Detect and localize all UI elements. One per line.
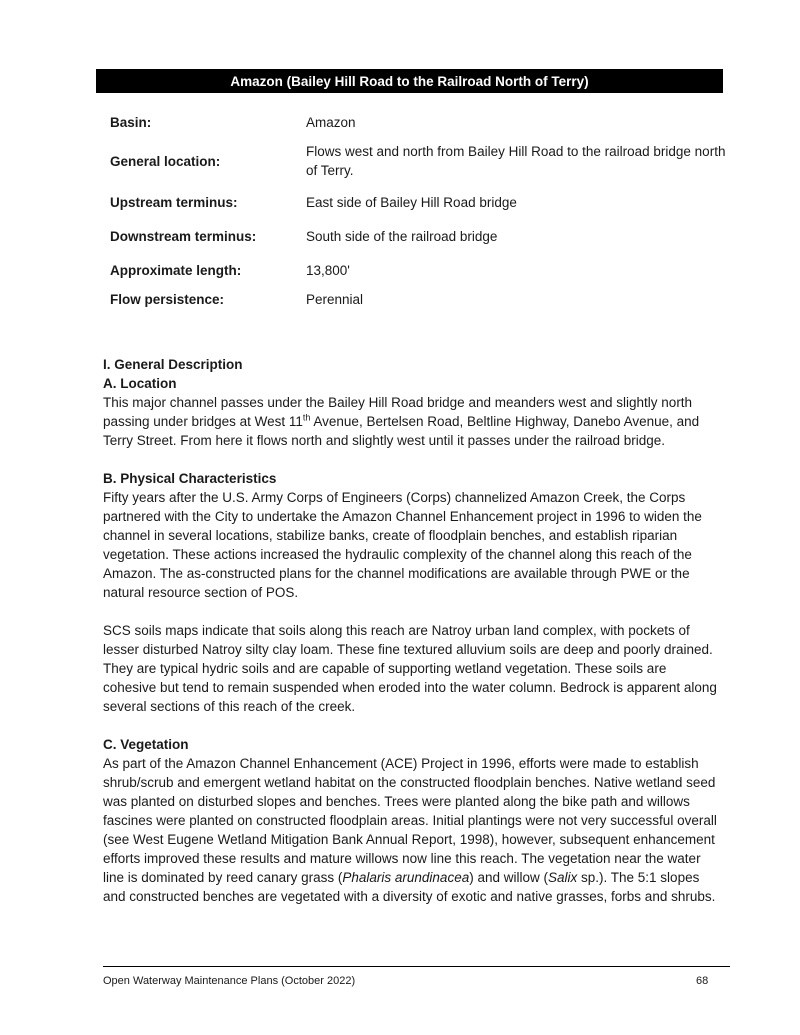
footer-divider: [103, 966, 730, 967]
vegetation-heading: C. Vegetation: [103, 737, 189, 752]
paragraph-gap: [103, 450, 723, 469]
property-row-flow-persistence: [110, 287, 730, 312]
property-value: South side of the railroad bridge: [306, 228, 498, 244]
property-row-basin: [110, 108, 730, 137]
reach-properties-table: [110, 108, 730, 312]
location-text-part: This major channel passes under the Bailey Hill Road bridge and meanders west and slightly north passing under bridges at West 11: [103, 395, 693, 429]
property-label: Upstream terminus:: [110, 194, 238, 210]
property-value: Amazon: [306, 115, 356, 130]
property-label: Downstream terminus:: [110, 228, 257, 244]
property-value: East side of Bailey Hill Road bridge: [306, 194, 517, 210]
physical-paragraph-1: Fifty years after the U.S. Army Corps of Engineers (Corps) channelized Amazon Creek, the Corps partnered with the City to undertake the Amazon Channel Enhancement project in 1996 to widen the channel in several locations, stabilize banks, create of floodplain benches, and establish riparian vegetation. These actions increased the hydraulic complexity of the channel along this reach of the Amazon. The as-constructed plans for the channel modifications are available through PWE or the natural resource section of POS.: [103, 490, 702, 600]
property-value: Flows west and north from Bailey Hill Road to the railroad bridge north of Terry.: [306, 144, 726, 178]
genus-name: Salix: [548, 870, 578, 885]
species-name: Phalaris arundinacea: [342, 870, 470, 885]
document-body: [103, 355, 723, 906]
location-text-part: Avenue, Bertelsen Road, Beltline Highway, Danebo Avenue, and Terry Street. From here it flows north and slightly west until it passes under the railroad bridge.: [103, 414, 700, 448]
ordinal-superscript: th: [302, 412, 311, 423]
paragraph-gap: [103, 602, 723, 621]
location-paragraph: [103, 393, 723, 450]
footer-document-title: Open Waterway Maintenance Plans (October 2022): [103, 975, 356, 987]
property-row-downstream-terminus: [110, 219, 730, 253]
vegetation-paragraph: [103, 754, 723, 906]
vegetation-text-part: As part of the Amazon Channel Enhancement (ACE) Project in 1996, efforts were made to establish shrub/scrub and emergent wetland habitat on the constructed floodplain benches. Native wetland seed was planted on disturbed slopes and benches. Trees were planted along the bike path and willows fascines were planted on constructed floodplain areas. Initial plantings were not very successful overall (see West Eugene Wetland Mitigation Bank Annual Report, 1998), however, subsequent enhancement efforts improved these results and mature willows now line this reach. The vegetation near the water line is dominated by reed canary grass (: [103, 756, 717, 885]
property-label: Flow persistence:: [110, 292, 225, 307]
property-value: 13,800': [306, 262, 350, 278]
property-label: Basin:: [110, 115, 152, 130]
vegetation-text-part: sp.). The 5:1 slopes and constructed benches are vegetated with a diversity of exotic and native grasses, forbs and shrubs.: [103, 870, 716, 904]
property-row-upstream-terminus: [110, 185, 730, 219]
reach-title-banner: Amazon (Bailey Hill Road to the Railroad North of Terry): [96, 69, 723, 93]
general-description-heading: I. General Description: [103, 357, 243, 372]
property-value: Perennial: [306, 292, 364, 307]
physical-paragraph-2: SCS soils maps indicate that soils along this reach are Natroy urban land complex, with pockets of lesser disturbed Natroy silty clay loam. These fine textured alluvium soils are deep and poorly drained. They are typical hydric soils and are capable of supporting wetland vegetation. These soils are cohesive but tend to remain suspended when eroded into the water column. Bedrock is apparent along several sections of this reach of the creek.: [103, 623, 717, 714]
page-number: 68: [696, 975, 709, 987]
location-heading: A. Location: [103, 376, 177, 391]
physical-characteristics-heading: B. Physical Characteristics: [103, 471, 277, 486]
property-label: General location:: [110, 153, 221, 169]
property-row-approximate-length: [110, 253, 730, 287]
paragraph-gap: [103, 716, 723, 735]
property-label: Approximate length:: [110, 262, 242, 278]
vegetation-text-part: ) and willow (: [469, 870, 548, 885]
property-row-general-location: [110, 137, 730, 185]
